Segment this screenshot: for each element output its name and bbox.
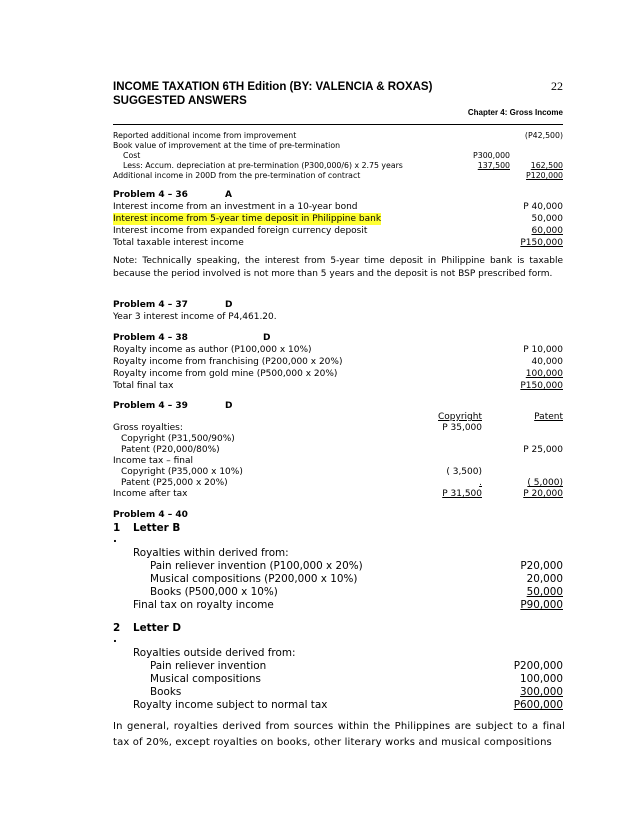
problem-36-heading: Problem 4 – 36 A [113, 190, 232, 200]
p40-part1-row: Final tax on royalty income P90,000 [133, 599, 563, 611]
intro-row: Cost P300,000 [123, 151, 510, 160]
p38-row: Royalty income from franchising (P200,000 x 20%) 40,000 [113, 357, 563, 367]
p40-part1-row: Royalties within derived from: [133, 547, 289, 559]
p40-part2-row: Books 300,000 [150, 686, 563, 698]
p40-part2-row: Musical compositions 100,000 [150, 673, 563, 685]
p39-row: Income tax – final [113, 456, 193, 466]
p36-row: Interest income from an investment in a 10-year bond P 40,000 [113, 202, 563, 212]
p40-part2-row: Pain reliever invention P200,000 [150, 660, 563, 672]
problem-38-heading: Problem 4 – 38 D [113, 333, 271, 343]
problem-39-heading: Problem 4 – 39 D [113, 401, 233, 411]
p39-row: Copyright (P35,000 x 10%) ( 3,500) [121, 467, 482, 477]
p40-part1-row: Musical compositions (P200,000 x 10%) 20,000 [150, 573, 563, 585]
p39-column-headers: Copyright Patent [438, 412, 563, 422]
p38-row: Total final tax P150,000 [113, 381, 563, 391]
intro-row: Book value of improvement at the time of pre-termination [113, 141, 341, 150]
intro-row: Less: Accum. depreciation at pre-termination (P300,000/6) x 2.75 years 137,500 162,500 [123, 161, 563, 170]
p39-row: Gross royalties: P 35,000 [113, 423, 482, 433]
p40-part2-dot: . [113, 633, 117, 645]
intro-row: Reported additional income from improvement (P42,500) [113, 131, 563, 140]
p39-row: Patent (P25,000 x 20%) . ( 5,000) [121, 478, 563, 488]
header-divider [113, 124, 563, 125]
p40-part1-row: Books (P500,000 x 10%) 50,000 [150, 586, 563, 598]
intro-row: Additional income in 200D from the pre-termination of contract P120,000 [113, 171, 563, 180]
p37-text: Year 3 interest income of P4,461.20. [113, 312, 277, 322]
p38-row: Royalty income from gold mine (P500,000 x 20%) 100,000 [113, 369, 563, 379]
p40-part2-row: Royalty income subject to normal tax P600,000 [133, 699, 563, 711]
chapter-label: Chapter 4: Gross Income [467, 108, 563, 117]
p40-part1-heading: 1 Letter B [113, 522, 181, 534]
p36-row: Total taxable interest income P150,000 [113, 238, 563, 248]
p39-row: Copyright (P31,500/90%) [121, 434, 235, 444]
p40-part1-dot: . [113, 533, 117, 545]
problem-37-heading: Problem 4 – 37 D [113, 300, 233, 310]
document-subtitle: SUGGESTED ANSWERS [113, 95, 247, 107]
problem-40-heading: Problem 4 – 40 [113, 510, 188, 520]
p38-row: Royalty income as author (P100,000 x 10%) P 10,000 [113, 345, 563, 355]
p36-note: Note: Technically speaking, the interest from 5-year time deposit in Philippine bank is taxable because the period involved is not more than 5 years and the deposit is not BSP prescribed form. [113, 256, 563, 279]
p36-row: Interest income from expanded foreign currency deposit 60,000 [113, 226, 563, 236]
page-number: 22 [551, 79, 563, 93]
p39-row: Patent (P20,000/80%) P 25,000 [121, 445, 563, 455]
p39-row: Income after tax P 31,500 P 20,000 [113, 489, 563, 499]
closing-paragraph: In general, royalties derived from sources within the Philippines are subject to a final tax of 20%, except royalties on books, other literary works and musical compositions [113, 721, 565, 748]
p36-row-highlighted: Interest income from 5-year time deposit in Philippine bank 50,000 [113, 214, 563, 224]
p40-part1-row: Pain reliever invention (P100,000 x 20%) P20,000 [150, 560, 563, 572]
p40-part2-heading: 2 Letter D [113, 622, 182, 634]
document-title: INCOME TAXATION 6TH Edition (BY: VALENCIA & ROXAS) [113, 81, 433, 93]
p40-part2-row: Royalties outside derived from: [133, 647, 296, 659]
